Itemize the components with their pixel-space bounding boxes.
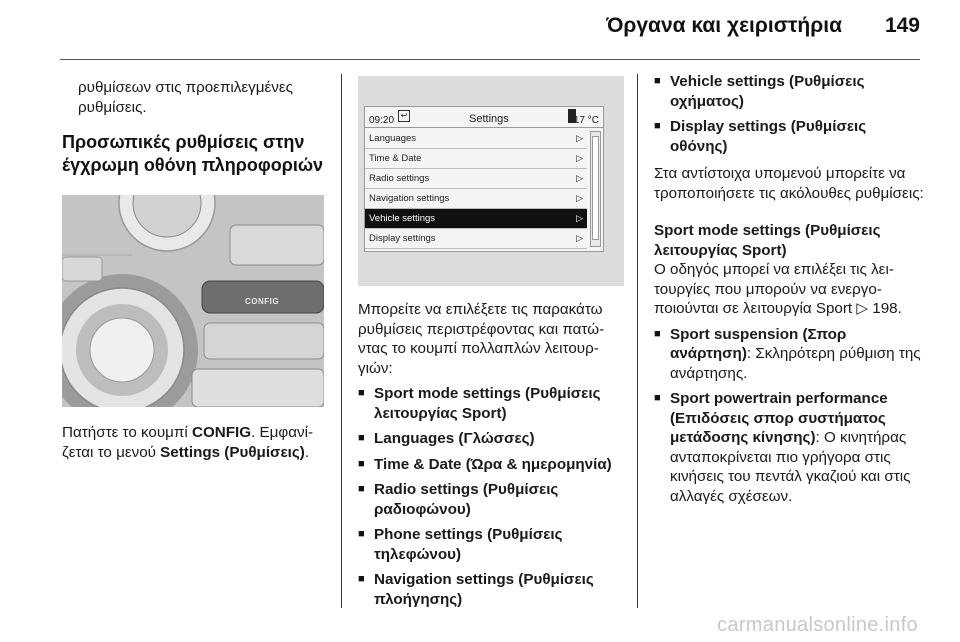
sport-options-list [654,325,924,507]
menu-item[interactable] [365,229,587,249]
screen-status-bar [365,107,603,128]
list-item: ■ Navigation settings (Ρυθμίσεις πλοήγησης) [358,570,628,609]
section-heading: Προσωπικές ρυθμίσεις στην έγχρωμη οθόνη πληροφοριών [62,132,324,175]
chevron-right-icon: ▷ [576,233,583,243]
screen-scrollbar[interactable] [590,131,601,247]
settings-screen [364,106,604,252]
chevron-right-icon: ▷ [576,213,583,223]
console-illustration [62,195,324,407]
selection-paragraph: Μπορείτε να επιλέξετε τις παρακάτω ρυθμίσεις περιστρέφοντας και πατώντας το κουμπί πολλαπλών λειτουργιών: [358,301,605,377]
list-item: ■ Phone settings (Ρυθμίσεις τηλεφώνου) [358,525,628,564]
scrollbar-thumb[interactable] [592,136,599,240]
page-reference[interactable]: 198. [872,300,902,317]
list-item: ■ Vehicle settings (Ρυθμίσεις οχήματος) [654,72,924,111]
menu-item[interactable] [365,169,587,189]
config-keyword: CONFIG [192,424,252,441]
sport-mode-heading: Sport mode settings (Ρυθμίσεις λειτουργίας Sport) [654,222,881,259]
column-3 [654,72,924,506]
submenu-paragraph: Στα αντίστοιχα υπομενού μπορείτε να τροποποιήσετε τις ακόλουθες ρυθμίσεις: [654,165,924,202]
instruction-text: . [304,443,310,461]
list-item [654,325,924,384]
list-item: ■ Radio settings (Ρυθμίσεις ραδιοφώνου) [358,480,628,519]
config-button-photo [62,195,324,407]
chevron-right-icon: ▷ [576,133,583,143]
chevron-right-icon: ▷ [576,173,583,183]
settings-keyword: Settings (Ρυθμίσεις) [160,443,305,461]
list-item: ■ Languages (Γλώσσες) [358,429,628,449]
sport-mode-paragraph [654,260,924,319]
header-title: Όργανα και χειριστήρια [606,14,842,37]
triangle-ref-icon: ▷ [856,300,869,317]
menu-item-label: Languages [369,133,417,144]
menu-item-label: Display settings [369,233,436,244]
option-description: : Ο κινητήρας ανταποκρίνεται πιο γρήγορα στις κινήσεις του πεντάλ γκαζιού και στις αλλαγές σχέσεων. [670,429,911,505]
watermark: carmanualsonline.info [717,614,918,636]
config-button-label: CONFIG [245,297,280,306]
menu-item-selected[interactable] [365,209,587,229]
page-number: 149 [884,14,920,37]
settings-list-continued [654,72,924,156]
page-header [0,0,960,60]
option-title: Sport powertrain performance (Επιδόσεις σπορ συστήματος μετάδοσης κίνησης) [670,390,888,446]
settings-screen-figure [358,76,624,286]
settings-list [358,384,628,609]
column-divider [637,74,638,608]
list-item: ■ Sport mode settings (Ρυθμίσεις λειτουργίας Sport) [358,384,628,423]
column-divider [341,74,342,608]
screen-title: Settings [469,113,509,125]
menu-item-label: Vehicle settings [369,213,436,224]
chevron-right-icon: ▷ [576,193,583,203]
menu-item[interactable] [365,129,587,149]
instruction-text: . Εμφανίζεται το μενού [62,424,314,461]
screen-time: 09:20 [369,115,395,126]
menu-item[interactable] [365,189,587,209]
config-instruction [62,423,327,462]
menu-item-label: Navigation settings [369,193,450,204]
option-description: : Σκληρότερη ρύθμιση της ανάρτησης. [670,345,921,382]
menu-item-label: Time & Date [369,153,422,164]
intro-text: ρυθμίσεων στις προεπιλεγμένες ρυθμίσεις. [78,79,293,116]
list-item: ■ Display settings (Ρυθμίσεις οθόνης) [654,117,924,156]
chevron-right-icon: ▷ [576,153,583,163]
list-item [654,389,924,506]
instruction-text: Πατήστε το κουμπί [62,424,192,441]
back-icon: ↩ [398,110,410,122]
option-title: Sport suspension (Σπορ ανάρτηση) [670,325,847,362]
menu-item[interactable] [365,149,587,169]
sport-mode-text: Ο οδηγός μπορεί να επιλέξει τις λειτουργίες που μπορούν να ενεργοποιούνται σε λειτουργία Sport [654,261,894,317]
list-item: ■ Time & Date (Ώρα & ημερομηνία) [358,455,628,475]
column-2 [358,76,628,609]
header-rule [60,59,920,60]
screen-temperature: 17 °C [573,115,599,126]
column-1 [62,78,327,462]
menu-item-label: Radio settings [369,173,430,184]
screen-menu-list [365,129,587,249]
